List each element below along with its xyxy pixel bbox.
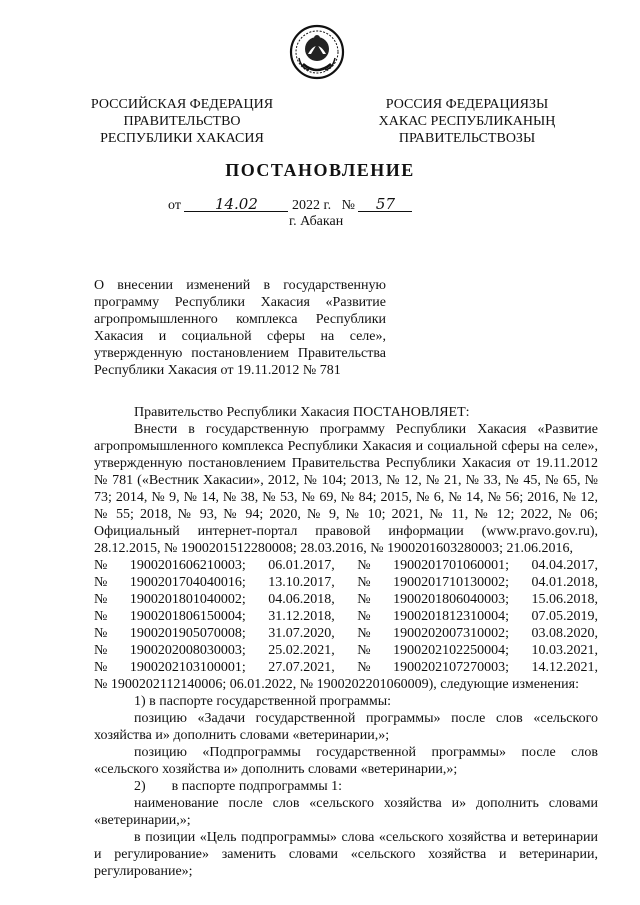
list-cell: 1900201701060001; [393, 558, 509, 573]
list-cell: 15.06.2018, [531, 592, 598, 607]
list-cell: 10.03.2021, [531, 643, 598, 658]
subject-heading: О внесении изменений в государственную программу Республики Хакасия «Развитие агропромышленного комплекса Республики Хакасия и социальной сферы на селе», утвержденную постановлением Правительства Республики Хакасия от 19.11.2012 № 781 [94, 278, 386, 378]
list-cell: 31.07.2020, [268, 626, 335, 641]
list-cell: 04.04.2017, [531, 558, 598, 573]
header-left-block [90, 96, 274, 147]
list-cell: 1900201704040016; [129, 575, 246, 590]
header-left-line: РЕСПУБЛИКИ ХАКАСИЯ [100, 131, 264, 146]
list-cell: 1900202107270003; [393, 660, 509, 675]
body-paragraph: позицию «Задачи государственной программы» после слов «сельского хозяйства и» дополнить словами «ветеринарии,»; [94, 711, 598, 743]
list-cell: № [357, 575, 371, 590]
body-paragraph [94, 778, 598, 795]
date-prefix: от [168, 198, 181, 213]
document-body [94, 404, 598, 880]
body-paragraph: наименование после слов «сельского хозяйства и» дополнить словами «ветеринарии,»; [94, 796, 598, 828]
list-cell: 1900201801040002; [129, 592, 246, 607]
list-cell: 04.06.2018, [268, 592, 335, 607]
publication-row [94, 625, 598, 642]
list-cell: № [94, 575, 108, 590]
body-paragraph: Правительство Республики Хакасия ПОСТАНОВЛЯЕТ: [134, 405, 470, 420]
publication-row [94, 557, 598, 574]
list-cell: 14.12.2021, [531, 660, 598, 675]
body-paragraph: № 1900202112140006; 06.01.2022, № 1900202201060009), следующие изменения: [94, 677, 579, 692]
item-text: в паспорте подпрограммы 1: [171, 779, 343, 794]
list-cell: № [357, 660, 371, 675]
publication-list [94, 557, 598, 676]
city: г. Абакан [289, 214, 344, 229]
body-paragraph: позицию «Подпрограммы государственной программы» после слов «сельского хозяйства и» дополнить словами «ветеринарии,»; [94, 745, 598, 777]
item-number: 2) [134, 779, 146, 794]
list-cell: 1900202103100001; [129, 660, 246, 675]
header-left-line: РОССИЙСКАЯ ФЕДЕРАЦИЯ [90, 97, 274, 112]
header-right-block [372, 96, 562, 147]
list-cell: 1900201710130002; [393, 575, 509, 590]
list-cell: № [94, 558, 108, 573]
list-cell: № [357, 609, 371, 624]
list-cell: 25.02.2021, [268, 643, 335, 658]
list-cell: 04.01.2018, [531, 575, 598, 590]
list-cell: 1900201905070008; [129, 626, 246, 641]
list-cell: 1900201606210003; [129, 558, 246, 573]
publication-row [94, 659, 598, 676]
number-sign: № [341, 198, 355, 213]
body-paragraph: 1) в паспорте государственной программы: [134, 694, 392, 709]
body-paragraph: в позиции «Цель подпрограммы» слова «сельского хозяйства и ветеринарии и регулирование» заменить словами «сельского хозяйства и ветеринарии, регулирование»; [94, 830, 598, 879]
handwritten-number: 57 [358, 197, 412, 212]
list-cell: 1900201806040003; [393, 592, 509, 607]
list-cell: 07.05.2019, [531, 609, 598, 624]
list-cell: № [94, 592, 108, 607]
list-cell: № [94, 660, 108, 675]
publication-row [94, 591, 598, 608]
header-right-line: ХАКАС РЕСПУБЛИКАНЫҢ [378, 114, 556, 129]
list-cell: 1900202008030003; [129, 643, 246, 658]
list-cell: 06.01.2017, [268, 558, 335, 573]
list-cell: № [94, 626, 108, 641]
list-cell: № [357, 558, 371, 573]
list-cell: 03.08.2020, [531, 626, 598, 641]
list-cell: 1900201812310004; [393, 609, 509, 624]
list-cell: 31.12.2018, [268, 609, 335, 624]
date-year: 2022 г. [291, 198, 332, 213]
list-cell: № [357, 592, 371, 607]
list-cell: 1900202007310002; [393, 626, 509, 641]
publication-row [94, 642, 598, 659]
list-cell: 27.07.2021, [268, 660, 335, 675]
list-cell: 1900202102250004; [393, 643, 509, 658]
list-cell: 13.10.2017, [268, 575, 335, 590]
handwritten-date: 14.02 [184, 197, 288, 212]
list-cell: 1900201806150004; [129, 609, 246, 624]
list-cell: № [357, 643, 371, 658]
list-cell: № [357, 626, 371, 641]
publication-row [94, 608, 598, 625]
body-paragraph: Внести в государственную программу Республики Хакасия «Развитие агропромышленного комплекса Республики Хакасия и социальной сферы на селе», утвержденную постановлением Правительства Республики Хакасия от 19.11.2012 № 781 («Вестник Хакасии», 2012, № 104; 2013, № 12, № 21, № 33, № 45, № 65, № 73; 2014, № 9, № 14, № 38, № 53, № 69, № 84; 2015, № 6, № 14, № 56; 2016, № 12, № 55; 2018, № 93, № 94; 2020, № 9, № 10; 2021, № 11, № 12; 2022, № 06; Официальный интернет-портал правовой информации (www.pravo.gov.ru), 28.12.2015, № 1900201512280008; 28.03.2016, № 1900201603280003; 21.06.2016, [94, 422, 598, 556]
date-line [168, 197, 412, 214]
document-title: ПОСТАНОВЛЕНИЕ [225, 160, 415, 180]
header-right-line: РОССИЯ ФЕДЕРАЦИЯЗЫ [385, 97, 549, 112]
header-right-line: ПРАВИТЕЛЬСТВОЗЫ [398, 131, 536, 146]
publication-row [94, 574, 598, 591]
header-left-line: ПРАВИТЕЛЬСТВО [123, 114, 241, 129]
coat-of-arms-emblem [289, 24, 345, 80]
list-cell: № [94, 609, 108, 624]
list-cell: № [94, 643, 108, 658]
